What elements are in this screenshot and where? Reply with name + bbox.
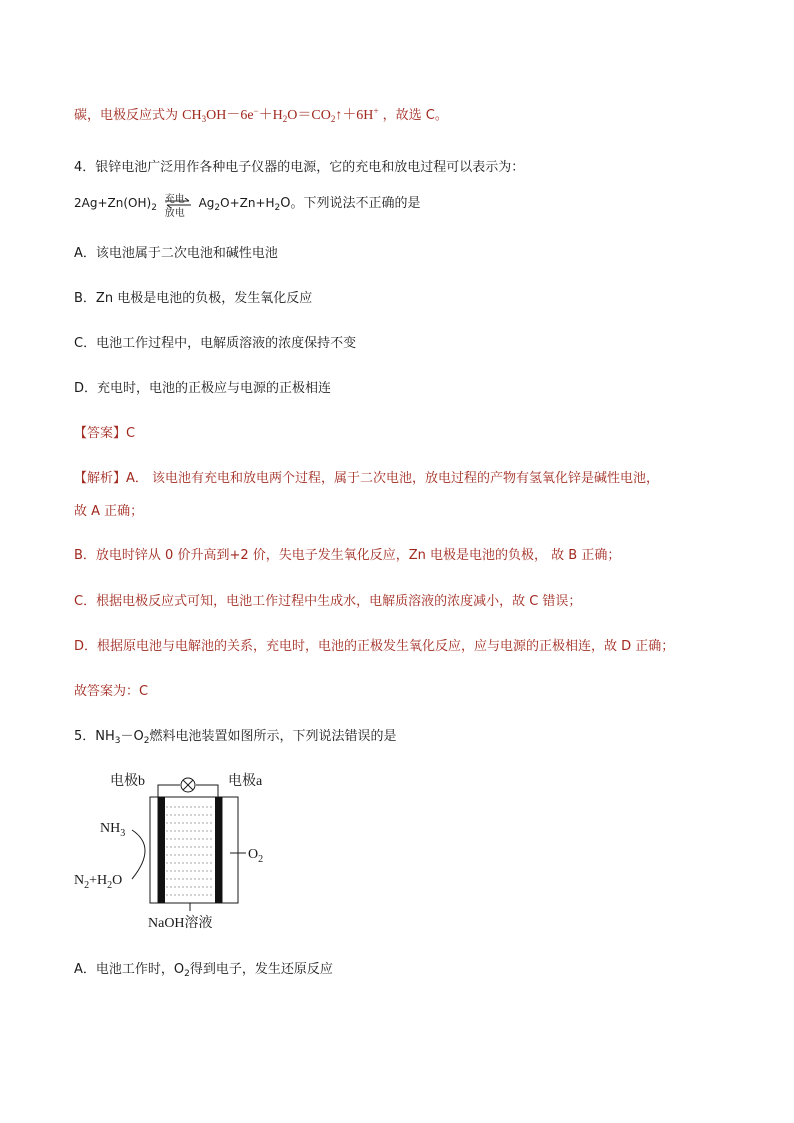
answer-label: 【答案】 xyxy=(74,426,127,441)
n2-h2o-label: $N_2+H_2O$ xyxy=(74,873,123,891)
q4-analysis-line-4: C．根据电极反应式可知，电池工作过程中生成水，电解质溶液的浓度减小，故 C 错误； xyxy=(74,594,582,609)
q4-equation: $2Ag+Zn(OH)_2$ 充电 放电 $Ag_2O+Zn+H_2O$。下列说法不正确的是 xyxy=(74,193,421,219)
q4-analysis-line-6: 故答案为：C xyxy=(74,684,149,699)
electrode-a xyxy=(215,797,222,903)
q4-option-d: D．充电时，电池的正极应与电源的正极相连 xyxy=(74,381,332,396)
continuation-prefix: 碳，电极反应式为 xyxy=(74,108,179,123)
reversible-arrow-icon: 充电 放电 xyxy=(163,194,193,214)
electrode-b-label: 电极b xyxy=(110,774,145,789)
analysis-label: 【解析】 xyxy=(74,471,127,486)
q4-analysis-line-5: D．根据原电池与电解池的关系，充电时，电池的正极发生氧化反应，应与电源的正极相连，故 D 正确； xyxy=(74,639,675,654)
nh3-label: $NH_3$ xyxy=(100,821,126,839)
fuel-cell-diagram xyxy=(70,765,280,935)
q4-answer xyxy=(74,424,135,444)
q5-stem: 5．$NH_3-O_2$燃料电池装置如图所示，下列说法错误的是 xyxy=(74,729,397,746)
q4-analysis-line-1: 【解析】A． 该电池有充电和放电两个过程，属于二次电池，放电过程的产物有氢氧化锌是碱性电池， xyxy=(74,471,660,486)
electrode-equation: $CH_3OH-6e^-+H_2O=CO_2↑+6H^+$ xyxy=(182,106,379,124)
lamp-icon xyxy=(181,778,195,792)
q4-option-a: A．该电池属于二次电池和碱性电池 xyxy=(74,246,278,261)
continuation-suffix: ，故选 C。 xyxy=(382,108,448,123)
electrode-a-label: 电极a xyxy=(228,774,263,789)
q4-analysis-line-3: B．放电时锌从 0 价升高到+2 价，失电子发生氧化反应，Zn 电极是电池的负极， 故 B 正确； xyxy=(74,548,621,563)
answer-value: C xyxy=(126,426,136,441)
continuation-line xyxy=(74,106,448,126)
q4-option-b: B．Zn 电极是电池的负极，发生氧化反应 xyxy=(74,291,313,306)
q4-option-c: C．电池工作过程中，电解质溶液的浓度保持不变 xyxy=(74,336,357,351)
q4-analysis-line-2: 故 A 正确； xyxy=(74,504,144,519)
electrode-b xyxy=(158,797,165,903)
electrolyte-fill xyxy=(166,807,214,895)
q5-option-a: A．电池工作时，$O_2$得到电子，发生还原反应 xyxy=(74,962,333,979)
q4-stem: 4．银锌电池广泛用作各种电子仪器的电源，它的充电和放电过程可以表示为： xyxy=(74,160,525,175)
solution-label: NaOH溶液 xyxy=(148,916,213,931)
o2-label: $O_2$ xyxy=(248,847,264,865)
